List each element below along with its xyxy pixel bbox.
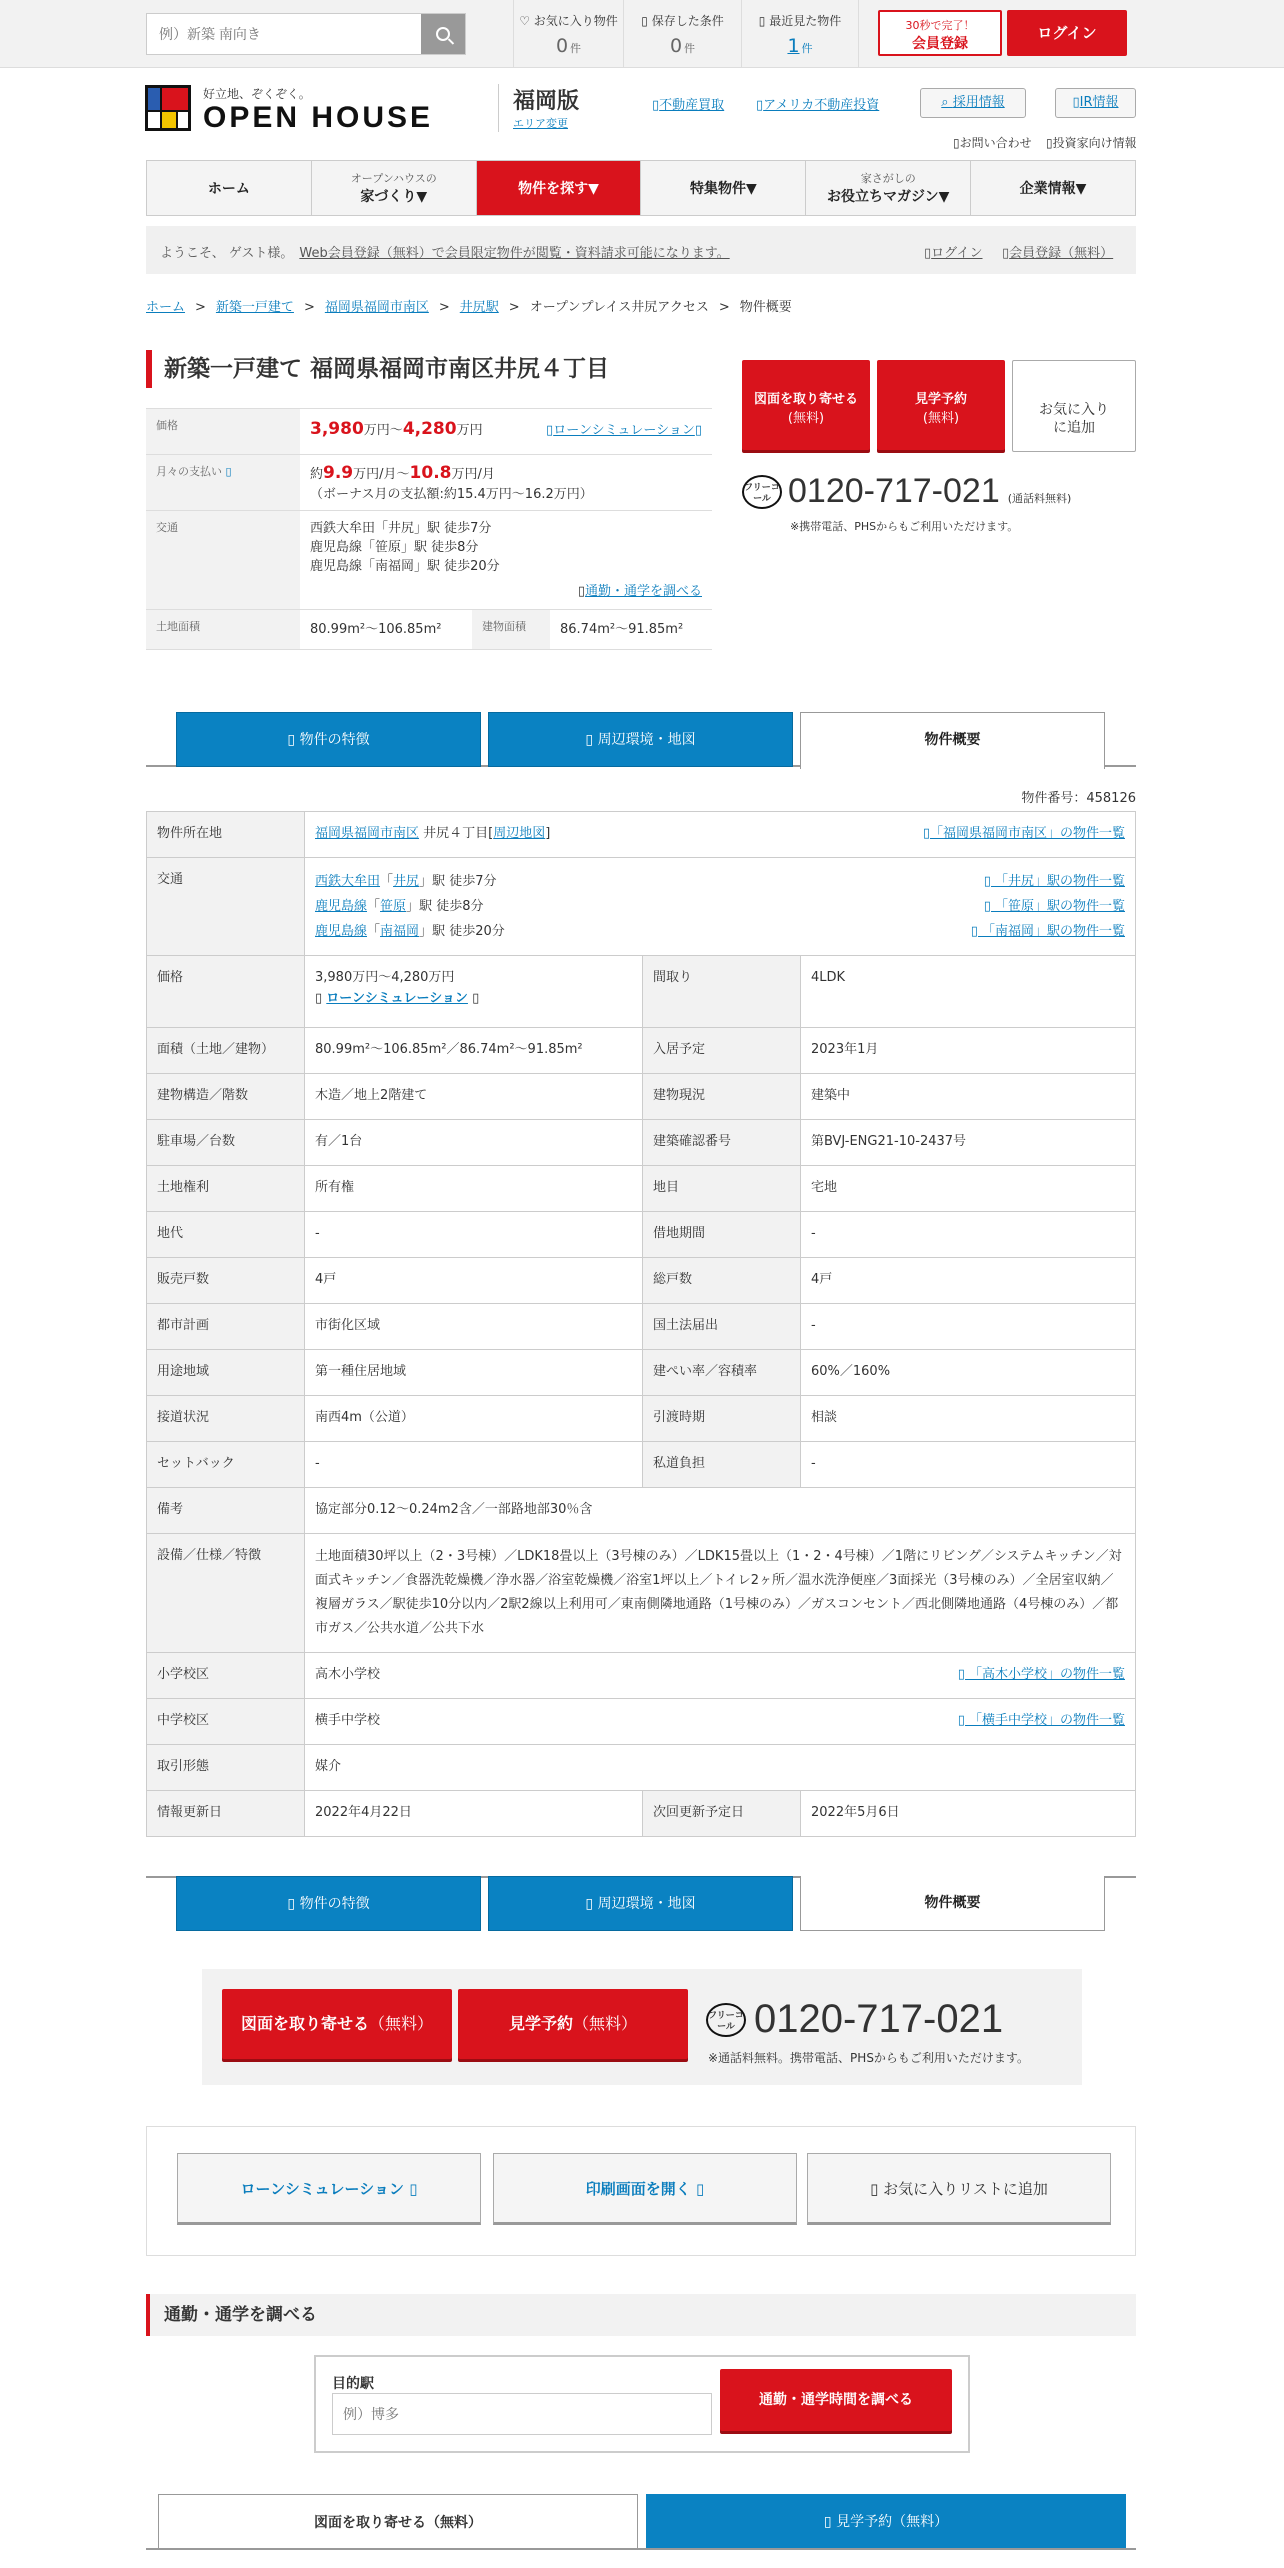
remarks-value: 協定部分0.12～0.24m2含／一部路地部30％含	[305, 1488, 1136, 1534]
saved-conditions-counter[interactable]: ▯ 保存した条件 0 件	[623, 0, 741, 68]
line-link[interactable]: 鹿児島線	[315, 924, 368, 939]
button-label: 印刷画面を開く	[585, 2180, 691, 2198]
logo-text: OPEN HOUSE	[203, 101, 434, 134]
nav-home[interactable]	[147, 161, 312, 215]
add-favorite-button[interactable]	[1012, 360, 1136, 452]
contact-box	[202, 1969, 1082, 2085]
row-value: -	[801, 1304, 1136, 1350]
link-label: ログイン	[931, 246, 983, 261]
tab-bar-bottom	[146, 1876, 1136, 1931]
land-value: 80.99m²～106.85m²	[300, 610, 472, 650]
elementary-label: 小学校区	[147, 1653, 305, 1699]
button-label: お気に入りリストに追加	[883, 2180, 1048, 2198]
location-close: ]	[545, 826, 551, 841]
price-cell	[300, 409, 712, 455]
link-label: 「井尻」駅の物件一覧	[994, 874, 1125, 889]
breadcrumb-new-house[interactable]: 新築一戸建て	[215, 300, 294, 315]
tab-label: 周辺環境・地図	[597, 1896, 696, 1912]
row-label: 私道負担	[643, 1442, 801, 1488]
counter-label: 保存した条件	[651, 14, 724, 28]
monthly-pre: 約	[310, 467, 324, 482]
nav-sub: 家さがしの	[860, 172, 916, 185]
building-label: 建物面積	[472, 610, 550, 650]
nav-label: お役立ちマガジン▼	[827, 189, 950, 205]
link-label: 「高木小学校」の物件一覧	[968, 1667, 1125, 1682]
destination-label: 目的駅	[332, 2376, 374, 2392]
link-label: ローンシミュレーション	[553, 423, 695, 438]
property-number: 物件番号：458126	[1021, 791, 1136, 806]
breadcrumb-current: 物件概要	[739, 300, 792, 315]
price-unit: 万円	[456, 423, 483, 438]
row-label: セットバック	[147, 1442, 305, 1488]
row-label: 間取り	[643, 956, 801, 1028]
equipment-value: 土地面積30坪以上（2・3号棟）／LDK18畳以上（3号棟のみ）／LDK15畳以上（1・2・4号棟）／1階にリビング／システムキッチン／対面式キッチン／食器洗乾燥機／浄水器／浴室乾燥機／浴室1坪以上／トイレ2ヶ所／温水洗浄便座／3面採光（3号棟のみ）／全居室収納／複層ガラス／駅徒歩10分以内／2駅2線以上利用可／東南側隣地通路（1号棟のみ）／ガスコンセント／西北側隣地通路（4号棟のみ）／都市ガス／公共水道／公共下水	[305, 1534, 1136, 1653]
link-label: 「南福岡」駅の物件一覧	[981, 924, 1125, 939]
us-investment-link[interactable]: ▯アメリカ不動産投資	[756, 98, 880, 113]
traffic-row: 鹿児島線「笹原」駅 徒歩8分 ▯ 「笹原」駅の物件一覧	[315, 894, 1125, 919]
button-label: IR情報	[1079, 95, 1119, 110]
junior-list-link[interactable]: ▯ 「横手中学校」の物件一覧	[957, 1713, 1125, 1728]
counter-value: 0	[555, 35, 569, 57]
breadcrumb: ホーム > 新築一戸建て > 福岡県福岡市南区 > 井尻駅 > オープンプレイス井尻アクセス > 物件概要	[146, 300, 792, 315]
row-label: 建物構造／階数	[147, 1074, 305, 1120]
station-link[interactable]: 井尻	[393, 874, 420, 889]
logo-mark-icon	[145, 85, 191, 131]
row-label: 地代	[147, 1212, 305, 1258]
global-nav	[146, 160, 1136, 216]
line-link[interactable]: 鹿児島線	[315, 899, 368, 914]
link-label: 「笹原」駅の物件一覧	[994, 899, 1125, 914]
map-link[interactable]: 周辺地図	[493, 826, 546, 841]
monthly-label: 月々の支払い	[156, 465, 222, 478]
welcome-register-link[interactable]: ▯会員登録（無料）	[1002, 246, 1114, 261]
updated-label: 情報更新日	[147, 1791, 305, 1837]
row-value: 建築中	[801, 1074, 1136, 1120]
button-sub: （無料）	[573, 2014, 638, 2033]
region-name: 福岡版	[513, 89, 580, 114]
tab-features[interactable]	[176, 712, 481, 767]
free-call-icon: フリーコール	[706, 2003, 746, 2037]
tab-surroundings[interactable]	[488, 1876, 793, 1931]
monthly-mid: 万円/月～	[353, 467, 410, 482]
doc-icon: ▯	[287, 1896, 300, 1912]
button-label: 採用情報	[952, 95, 1005, 110]
region-block	[498, 84, 579, 132]
button-sub: （無料）	[369, 2014, 434, 2033]
row-value: 4戸	[801, 1258, 1136, 1304]
row-value: 第BVJ-ENG21-10-2437号	[801, 1120, 1136, 1166]
button-label: 図面を取り寄せる	[240, 2014, 369, 2033]
trade-label: 取引形態	[147, 1745, 305, 1791]
nav-company[interactable]	[971, 161, 1135, 215]
map-icon: ▯	[585, 1896, 598, 1912]
row-label: 価格	[147, 956, 305, 1028]
register-button[interactable]	[878, 10, 1002, 56]
counter-label: お気に入り物件	[533, 14, 618, 28]
row-label: 建築確認番号	[643, 1120, 801, 1166]
free-call-icon: フリーコール	[742, 475, 782, 509]
link-label: お問い合わせ	[959, 136, 1032, 150]
price-low: 3,980	[310, 419, 364, 439]
tab-label: 周辺環境・地図	[597, 732, 696, 748]
tab-bar	[146, 712, 1136, 767]
monthly-high: 10.8	[409, 463, 452, 483]
breadcrumb-area[interactable]: 福岡県福岡市南区	[324, 300, 429, 315]
traffic-line: 鹿児島線「笹原」駅 徒歩8分	[310, 540, 479, 555]
tab-label: 見学予約（無料）	[836, 2514, 949, 2530]
station-list-link[interactable]: ▯ 「南福岡」駅の物件一覧	[970, 924, 1125, 939]
link-label: アメリカ不動産投資	[763, 98, 880, 113]
add-favorite-list-button[interactable]	[807, 2153, 1111, 2225]
elementary-cell	[305, 1653, 1136, 1699]
request-drawing-button[interactable]	[742, 360, 870, 450]
row-label: 面積（土地／建物）	[147, 1028, 305, 1074]
building-value: 86.74m²～91.85m²	[550, 610, 712, 650]
row-value: 3,980万円～4,280万円	[315, 970, 455, 985]
row-label: 用途地域	[147, 1350, 305, 1396]
top-bar	[0, 0, 1284, 68]
page-title: 新築一戸建て 福岡県福岡市南区井尻４丁目	[146, 350, 609, 388]
row-value: 80.99m²～106.85m²／86.74m²～91.85m²	[305, 1028, 643, 1074]
button-sub: (無料)	[787, 411, 825, 426]
row-value: 所有権	[305, 1166, 643, 1212]
counter-value: 1	[787, 35, 800, 57]
nav-label: 特集物件▼	[690, 181, 757, 197]
breadcrumb-home[interactable]: ホーム	[146, 300, 186, 315]
breadcrumb-property: オープンプレイス井尻アクセス	[529, 300, 709, 315]
button-label: 見学予約	[914, 392, 967, 407]
request-drawing-button[interactable]	[222, 1989, 452, 2059]
area-list-link[interactable]: ▯「福岡県福岡市南区」の物件一覧	[922, 826, 1125, 841]
tools-box	[146, 2126, 1136, 2256]
traffic-cell	[300, 511, 712, 610]
counter-unit: 件	[570, 42, 582, 55]
location-rest: 井尻４丁目[	[419, 826, 494, 841]
phone-number[interactable]: 0120-717-021	[788, 472, 1000, 510]
site-logo[interactable]	[145, 85, 457, 137]
row-label: 総戸数	[643, 1258, 801, 1304]
region-change-link[interactable]: エリア変更	[513, 117, 568, 130]
price-cell	[305, 956, 643, 1028]
phone-block	[742, 472, 1071, 511]
junior-cell	[305, 1699, 1136, 1745]
commute-link[interactable]: ▯通勤・通学を調べる	[577, 584, 702, 599]
nav-magazine[interactable]	[806, 161, 971, 215]
recently-viewed-counter[interactable]: ▯ 最近見た物件 1 件	[741, 0, 859, 68]
commute-heading: 通勤・通学を調べる	[146, 2294, 1136, 2336]
row-label: 販売戸数	[147, 1258, 305, 1304]
logo-tagline: 好立地、ぞくぞく。	[203, 87, 311, 101]
loan-sim-link[interactable]: ▯ ローンシミュレーション ▯	[315, 991, 480, 1006]
tab-overview[interactable]: 物件概要	[800, 1876, 1105, 1931]
row-value: 2023年1月	[801, 1028, 1136, 1074]
monthly-unit: 万円/月	[451, 467, 495, 482]
junior-label: 中学校区	[147, 1699, 305, 1745]
nav-label: 企業情報▼	[1019, 181, 1087, 197]
station-list-link[interactable]: ▯ 「井尻」駅の物件一覧	[983, 874, 1125, 889]
bonus-text: （ボーナス月の支払額:約15.4万円～16.2万円）	[310, 487, 593, 502]
row-value: -	[305, 1442, 643, 1488]
commute-form	[314, 2355, 970, 2453]
contact-link[interactable]: ▯お問い合わせ	[953, 136, 1032, 150]
nav-sub: オープンハウスの	[350, 172, 437, 185]
traffic-line: 鹿児島線「南福岡」駅 徒歩20分	[310, 559, 500, 574]
junior-value: 横手中学校	[315, 1713, 381, 1728]
calendar-icon: ▯	[823, 2514, 837, 2530]
bottom-tab-request[interactable]: 図面を取り寄せる（無料）	[158, 2494, 638, 2550]
nav-featured[interactable]	[641, 161, 806, 215]
station-list-link[interactable]: ▯ 「笹原」駅の物件一覧	[983, 899, 1125, 914]
tab-surroundings[interactable]	[488, 712, 793, 767]
location-label: 物件所在地	[147, 812, 305, 858]
favorites-counter[interactable]: ♡ お気に入り物件 0 件	[513, 0, 623, 68]
price-label: 価格	[146, 409, 300, 455]
visit-reservation-button[interactable]	[458, 1989, 688, 2059]
investor-link[interactable]: ▯投資家向け情報	[1046, 136, 1137, 150]
row-label: 借地期間	[643, 1212, 801, 1258]
login-button[interactable]: ログイン	[1007, 10, 1127, 56]
row-value: -	[305, 1212, 643, 1258]
walk-time: 駅 徒歩7分	[432, 874, 497, 889]
row-label: 国土法届出	[643, 1304, 801, 1350]
help-icon[interactable]: ▯	[225, 465, 232, 478]
button-label: 見学予約	[508, 2014, 573, 2033]
walk-time: 駅 徒歩8分	[419, 899, 484, 914]
ir-button[interactable]	[1055, 88, 1136, 118]
recruit-button[interactable]	[920, 88, 1026, 118]
heart-icon: ▯	[870, 2180, 884, 2198]
search-box	[146, 13, 466, 55]
station-link[interactable]: 南福岡	[380, 924, 420, 939]
tab-label: 物件の特徴	[299, 1896, 370, 1912]
link-label: 「横手中学校」の物件一覧	[968, 1713, 1125, 1728]
next-update-label: 次回更新予定日	[643, 1791, 801, 1837]
location-cell	[305, 812, 1136, 858]
search-icon: ⌕	[941, 95, 953, 110]
row-label: 入居予定	[643, 1028, 801, 1074]
location-area-link[interactable]: 福岡県福岡市南区	[315, 826, 420, 841]
phone-block	[706, 1997, 1003, 2042]
row-label: 引渡時期	[643, 1396, 801, 1442]
row-value: 4LDK	[801, 956, 1136, 1028]
elementary-value: 高木小学校	[315, 1667, 381, 1682]
link-label: 通勤・通学を調べる	[584, 584, 702, 599]
monthly-low: 9.9	[323, 463, 354, 483]
nav-label: ホーム	[207, 181, 250, 197]
monthly-cell	[300, 455, 712, 511]
search-icon	[436, 27, 450, 41]
commute-search-button[interactable]: 通勤・通学時間を調べる	[720, 2369, 952, 2431]
register-label: 会員登録	[912, 36, 968, 52]
real-estate-purchase-link[interactable]: ▯不動産買取	[652, 98, 725, 113]
traffic-row: 西鉄大牟田「井尻」駅 徒歩7分 ▯ 「井尻」駅の物件一覧	[315, 869, 1125, 894]
loan-sim-button[interactable]: ローンシミュレーション ▯	[177, 2153, 481, 2225]
link-label: 投資家向け情報	[1052, 136, 1137, 150]
monthly-label-cell	[146, 455, 300, 511]
row-value: 木造／地上2階建て	[305, 1074, 643, 1120]
visit-reservation-button[interactable]	[877, 360, 1005, 450]
row-label: 土地権利	[147, 1166, 305, 1212]
welcome-login-link[interactable]: ▯ログイン	[924, 246, 983, 261]
link-label: 不動産買取	[659, 98, 725, 113]
breadcrumb-station[interactable]: 井尻駅	[459, 300, 499, 315]
counter-unit: 件	[801, 42, 813, 55]
row-value: 60%／160%	[801, 1350, 1136, 1396]
greeting: ようこそ、 ゲスト様。	[160, 246, 294, 261]
traffic-label: 交通	[147, 858, 305, 956]
traffic-cell	[305, 858, 1136, 956]
summary-table	[146, 408, 712, 650]
nav-search-property[interactable]	[477, 161, 642, 215]
row-value: 4戸	[305, 1258, 643, 1304]
counter-value: 0	[669, 35, 683, 57]
row-value: 第一種住居地域	[305, 1350, 643, 1396]
doc-icon: ▯	[1072, 95, 1080, 110]
row-value: 有／1台	[305, 1120, 643, 1166]
destination-input[interactable]	[332, 2393, 712, 2435]
row-label: 駐車場／台数	[147, 1120, 305, 1166]
traffic-row: 鹿児島線「南福岡」駅 徒歩20分 ▯ 「南福岡」駅の物件一覧	[315, 919, 1125, 944]
phone-number[interactable]: 0120-717-021	[754, 1997, 1004, 2041]
link-label: 「福岡県福岡市南区」の物件一覧	[929, 826, 1125, 841]
bottom-divider	[146, 2548, 1136, 2550]
row-label: 地目	[643, 1166, 801, 1212]
equipment-label: 設備／仕様／特徴	[147, 1534, 305, 1653]
button-sub: (無料)	[922, 411, 960, 426]
elementary-list-link[interactable]: ▯ 「高木小学校」の物件一覧	[957, 1667, 1125, 1682]
doc-icon: ▯	[287, 732, 300, 748]
nav-label: 家づくり▼	[360, 189, 428, 205]
walk-time: 駅 徒歩20分	[432, 924, 505, 939]
tab-features[interactable]	[176, 1876, 481, 1931]
details-table	[146, 811, 1136, 1837]
updated-value: 2022年4月22日	[305, 1791, 643, 1837]
link-label: ローンシミュレーション	[326, 991, 468, 1006]
button-label: ローンシミュレーション	[240, 2180, 404, 2198]
search-input[interactable]	[147, 14, 423, 54]
row-value: 宅地	[801, 1166, 1136, 1212]
traffic-label: 交通	[146, 511, 300, 610]
link-label: 会員登録（無料）	[1009, 246, 1114, 261]
welcome-bar	[146, 226, 1136, 274]
row-value: 相談	[801, 1396, 1136, 1442]
map-icon: ▯	[585, 732, 598, 748]
button-label: お気に入りに追加	[1039, 402, 1109, 436]
trade-value: 媒介	[305, 1745, 1136, 1791]
search-button[interactable]	[421, 14, 465, 54]
phone-note: (通話料無料)	[1007, 491, 1072, 505]
counter-unit: 件	[684, 42, 696, 55]
register-promo-link[interactable]: Web会員登録（無料）で会員限定物件が閲覧・資料請求可能になります。	[299, 246, 730, 261]
button-label: 図面を取り寄せる	[753, 392, 858, 407]
remarks-label: 備考	[147, 1488, 305, 1534]
phone-note2: ※携帯電話、PHSからもご利用いただけます。	[790, 520, 1019, 533]
land-label: 土地面積	[146, 610, 300, 650]
row-value: 南西4m（公道）	[305, 1396, 643, 1442]
nav-label: 物件を探す▼	[518, 181, 599, 197]
counter-label: 最近見た物件	[769, 14, 842, 28]
row-value: -	[801, 1442, 1136, 1488]
tab-label: 物件の特徴	[299, 732, 370, 748]
row-label: 接道状況	[147, 1396, 305, 1442]
bottom-tab-visit[interactable]	[646, 2494, 1126, 2550]
print-button[interactable]: 印刷画面を開く ▯	[493, 2153, 797, 2225]
line-link[interactable]: 西鉄大牟田	[315, 874, 381, 889]
price-unit: 万円	[363, 423, 390, 438]
row-label: 建物現況	[643, 1074, 801, 1120]
row-value: -	[801, 1212, 1136, 1258]
nav-house-building[interactable]	[312, 161, 477, 215]
next-update-value: 2022年5月6日	[801, 1791, 1136, 1837]
price-high: 4,280	[402, 419, 457, 439]
tab-overview[interactable]: 物件概要	[800, 712, 1105, 769]
row-label: 都市計画	[147, 1304, 305, 1350]
station-link[interactable]: 笹原	[380, 899, 407, 914]
row-value: 市街化区域	[305, 1304, 643, 1350]
traffic-line: 西鉄大牟田「井尻」駅 徒歩7分	[310, 521, 492, 536]
register-sub: 30秒で完了！	[905, 19, 975, 32]
row-label: 建ぺい率／容積率	[643, 1350, 801, 1396]
price-sep: ～	[389, 423, 403, 438]
phone-note: ※通話料無料。携帯電話、PHSからもご利用いただけます。	[708, 2051, 1029, 2065]
loan-sim-link[interactable]: ▯ローンシミュレーション▯	[546, 423, 702, 438]
